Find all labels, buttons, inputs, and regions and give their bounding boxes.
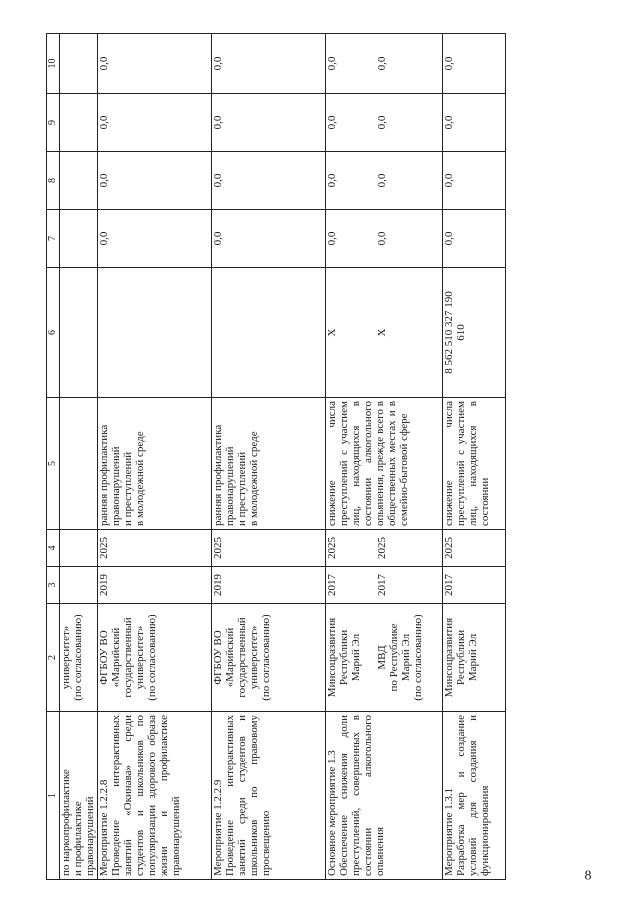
value-secondary: 0,0 xyxy=(376,115,388,130)
col-header-10: 10 xyxy=(47,34,60,94)
cell-end xyxy=(60,530,98,567)
cell-total xyxy=(60,268,98,398)
value-primary: 0,0 xyxy=(326,115,338,130)
cell-executor: ФГБОУ ВО «Марийский государственный университет» (по согласованию) xyxy=(212,604,326,712)
value-primary: 0,0 xyxy=(326,56,338,71)
cell-end: 2025 xyxy=(443,530,506,567)
end-year-secondary: 2025 xyxy=(376,537,388,559)
cell-end: 2025 xyxy=(98,530,212,567)
cell-v7 xyxy=(60,210,98,268)
cell-executor: университет» (по согласованию) xyxy=(60,604,98,712)
col-header-6: 6 xyxy=(47,268,60,398)
cell-result: ранняя профилактика правонарушений и преступлений в молодежной среде xyxy=(98,398,212,530)
cell-v9 xyxy=(326,94,443,152)
cell-v7: 0,0 xyxy=(98,210,212,268)
cell-v8 xyxy=(60,152,98,210)
table-row xyxy=(98,34,212,880)
col-header-7: 7 xyxy=(47,210,60,268)
start-year-secondary: 2017 xyxy=(376,574,388,596)
cell-activity: по наркопрофилактике и профилактике правонарушений xyxy=(60,712,98,880)
cell-v7: 0,0 xyxy=(443,210,506,268)
value-primary: 0,0 xyxy=(326,231,338,246)
col-header-2: 2 xyxy=(47,604,60,712)
cell-start: 2017 xyxy=(443,567,506,604)
page-number: 8 xyxy=(584,868,592,884)
cell-start xyxy=(60,567,98,604)
col-header-1: 1 xyxy=(47,712,60,880)
cell-start: 2019 xyxy=(212,567,326,604)
cell-v10: 0,0 xyxy=(443,34,506,94)
end-year-primary: 2025 xyxy=(326,537,338,559)
cell-v7 xyxy=(326,210,443,268)
cell-v9 xyxy=(60,94,98,152)
cell-end xyxy=(326,530,443,567)
cell-activity: Мероприятие 1.2.2.8 Проведение интерактивных занятий «Окинава» среди студентов и школьников по популяризации здорового образа жизни и профилактике правонарушений xyxy=(98,712,212,880)
cell-v10: 0,0 xyxy=(98,34,212,94)
cell-result: снижение числа преступлений с участием лиц, находящихся в состоянии алкогольного опьянения, прежде всего в общественных местах и в семейно-бытовой сфере xyxy=(326,398,443,530)
value-secondary: 0,0 xyxy=(376,173,388,188)
cell-executor: Минсоцразвития Республики Марий Эл xyxy=(443,604,506,712)
cell-total xyxy=(212,268,326,398)
cell-v8: 0,0 xyxy=(212,152,326,210)
col-header-8: 8 xyxy=(47,152,60,210)
start-year-primary: 2017 xyxy=(326,574,338,596)
value-primary: 0,0 xyxy=(326,173,338,188)
cell-activity: Мероприятие 1.2.2.9 Проведение интерактивных занятий среди студентов и школьников по правовому просвещению xyxy=(212,712,326,880)
cell-v9: 0,0 xyxy=(212,94,326,152)
cell-activity: Основное мероприятие 1.3 Обеспечение снижения доли преступлений, совершенных в состоянии алкогольного опьянения xyxy=(326,712,443,880)
cell-v7: 0,0 xyxy=(212,210,326,268)
executor-primary: Минсоцразвития Республики Марий Эл xyxy=(326,617,362,698)
total-secondary: Х xyxy=(376,328,388,337)
value-secondary: 0,0 xyxy=(376,231,388,246)
col-header-5: 5 xyxy=(47,398,60,530)
cell-executor: ФГБОУ ВО «Марийский государственный университет» (по согласованию) xyxy=(98,604,212,712)
cell-v8 xyxy=(326,152,443,210)
cell-total xyxy=(98,268,212,398)
cell-v8: 0,0 xyxy=(98,152,212,210)
cell-start xyxy=(326,567,443,604)
cell-activity: Мероприятие 1.3.1 Разработка мер и создание условий для создания и функционирования xyxy=(443,712,506,880)
value-secondary: 0,0 xyxy=(376,56,388,71)
cell-total xyxy=(326,268,443,398)
executor-secondary: МВД по Республике Марий Эл (по согласованию) xyxy=(376,614,424,701)
cell-v9: 0,0 xyxy=(443,94,506,152)
col-header-4: 4 xyxy=(47,530,60,567)
cell-executor xyxy=(326,604,443,712)
table-row xyxy=(60,34,98,880)
cell-total: 8 562 510 327 190 610 xyxy=(443,268,506,398)
cell-v10: 0,0 xyxy=(212,34,326,94)
cell-v10 xyxy=(60,34,98,94)
header-row xyxy=(47,34,60,880)
total-primary: Х xyxy=(326,328,338,337)
cell-result: ранняя профилактика правонарушений и преступлений в молодежной среде xyxy=(212,398,326,530)
table-row xyxy=(443,34,506,880)
program-table xyxy=(46,33,506,880)
cell-start: 2019 xyxy=(98,567,212,604)
cell-end: 2025 xyxy=(212,530,326,567)
cell-v9: 0,0 xyxy=(98,94,212,152)
table-row xyxy=(326,34,443,880)
cell-result xyxy=(60,398,98,530)
cell-result: снижение числа преступлений с участием лиц, находящихся в состоянии xyxy=(443,398,506,530)
table-row xyxy=(212,34,326,880)
cell-v10 xyxy=(326,34,443,94)
col-header-9: 9 xyxy=(47,94,60,152)
col-header-3: 3 xyxy=(47,567,60,604)
cell-v8: 0,0 xyxy=(443,152,506,210)
